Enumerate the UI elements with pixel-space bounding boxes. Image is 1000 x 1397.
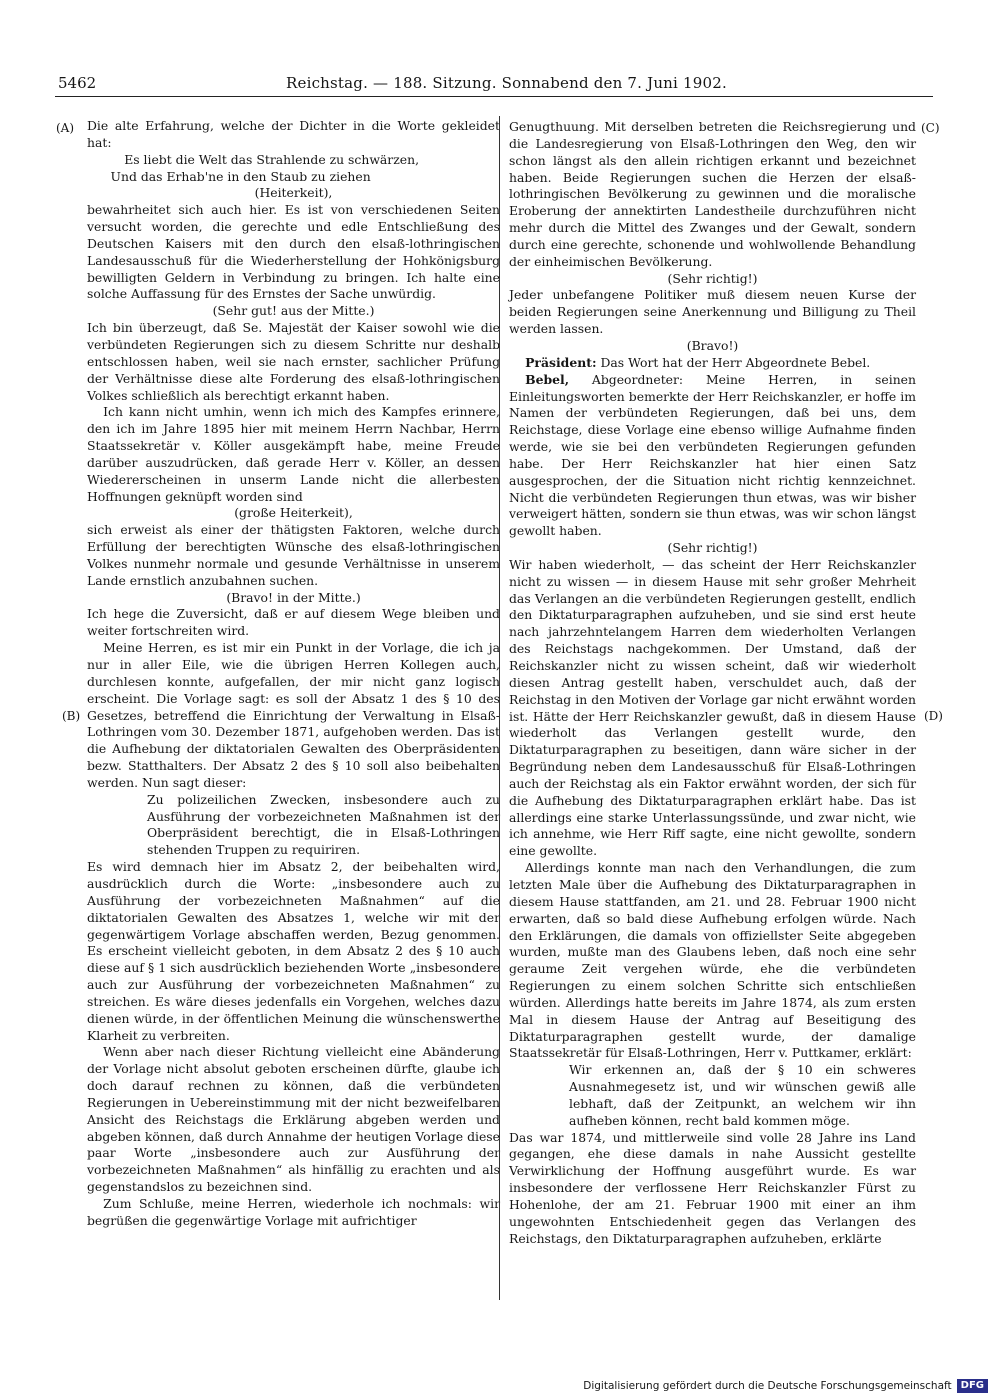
speaker-name: Bebel, — [525, 371, 570, 387]
interjection: (Bravo! in der Mitte.) — [226, 589, 361, 605]
paragraph: Wenn aber nach dieser Richtung vielleicht eine Abänderung der Vorlage nicht absolut geboten erscheinen dürfte, glaube ich doch darauf rechnen zu können, daß die verbündeten Regierungen in Uebereinstimmung mit der nicht bezweifelbaren Ansicht des Reichstags die Erklärung abgeben werden und abgeben können, daß durch Annahme der heutigen Vorlage diese paar Worte „insbesondere auch zur Ausführung der vorbezeichneten Maßnahmen“ als hinfällig zu erachten und als gegenstandslos zu bezeichnen sind. — [87, 1044, 500, 1195]
interjection: (Heiterkeit), — [254, 185, 333, 201]
paragraph: Es wird demnach hier im Absatz 2, der beibehalten wird, ausdrücklich durch die Worte: „insbesondere auch zu Ausführung der vorbezeichneten Maßnahmen“ auf die diktatorialen Gewalten des Absatzes 1, welche wir mit der gegenwärtigem Vorlage abschaffen werden, Bezug genommen. Es erscheint vielleicht geboten, in dem Absatz 2 des § 10 auch diese auf § 1 sich ausdrücklich beziehenden Worte „insbesondere auch zur Ausführung der vorbezeichneten Maßnahmen“ zu streichen. Es wäre dieses jedenfalls ein Vorgehen, welches dazu dienen würde, in der öffentlichen Meinung die wünschenswerthe Klarheit zu verbreiten. — [87, 859, 500, 1043]
interjection: (Bravo!) — [686, 337, 739, 353]
paragraph: Ich bin überzeugt, daß Se. Majestät der Kaiser sowohl wie die verbündeten Regierungen sich zu diesem Schritte nur deshalb entschlossen haben, weil sie nach ernster, sachlicher Prüfung der Verhältnisse diese alte Forderung des elsaß-lothringischen Volkes schließlich als berechtigt erkannt haben. — [87, 320, 500, 403]
page-header — [58, 72, 930, 94]
interjection: (Sehr richtig!) — [667, 540, 758, 556]
margin-marker-d: (D) — [924, 709, 943, 723]
paragraph: Allerdings konnte man nach den Verhandlungen, die zum letzten Male über die Aufhebung des Diktaturparagraphen in diesem Hause stattfanden, am 21. und 28. Februar 1900 nicht erwarten, daß so bald diese Aufhebung erfolgen würde. Nach den Erklärungen, die damals von offiziellster Seite abgegeben wurden, mußte man des Glaubens leben, daß noch eine sehr geraume Zeit vergehen würde, ehe die verbündeten Regierungen zu einem solchen Schritte sich entschließen würden. Allerdings hatte bereits im Jahre 1874, als zum ersten Mal in diesem Hause der Antrag auf Beseitigung des Diktaturparagraphen gestellt wurde, der damalige Staatssekretär für Elsaß-Lothringen, Herr v. Puttkamer, erklärt: — [509, 860, 916, 1061]
margin-marker-c: (C) — [921, 121, 940, 135]
paragraph: Meine Herren, es ist mir ein Punkt in der Vorlage, die ich ja nur in aller Eile, wie die übrigen Herren Kollegen auch, durchlesen konnte, aufgefallen, der mir nicht ganz logisch erscheint. Die Vorlage sagt: es soll der Absatz 1 des § 10 des Gesetzes, betreffend die Einrichtung der Verwaltung in Elsaß-Lothringen vom 30. Dezember 1871, aufgehoben werden. Das ist die Aufhebung der diktatorialen Gewalten des Oberpräsidenten bezw. Statthalters. Der Absatz 2 des § 10 soll also beibehalten werden. Nun sagt dieser: — [87, 640, 500, 790]
header-rule — [55, 96, 933, 97]
paragraph: Genugthuung. Mit derselben betreten die Reichsregierung und die Landesregierung von Elsaß-Lothringen den Weg, den wir schon längst als den allein richtigen erkannt und bezeichnet haben. Beide Regierungen suchen die Herzen der elsaß-lothringischen Bevölkerung zu gewinnen und die moralische Eroberung der annektirten Landestheile durchzuführen nicht mehr durch die Mittel des Zwanges und der Gewalt, sondern durch eine gerechte, schonende und wohlwollende Behandlung der einheimischen Bevölkerung. — [509, 119, 916, 269]
paragraph: Zum Schluße, meine Herren, wiederhole ich nochmals: wir begrüßen die gegenwärtige Vorlage mit aufrichtiger — [87, 1196, 500, 1228]
column-divider — [499, 116, 500, 1300]
speech-text: Das Wort hat der Herr Abgeordnete Bebel. — [596, 354, 871, 370]
speaker-name: Präsident: — [525, 354, 597, 370]
speaker-paragraph — [509, 372, 916, 540]
paragraph: Das war 1874, und mittlerweile sind volle 28 Jahre ins Land gegangen, ehe diese damals in nahe Aussicht gestellte Verwirklichung der Hoffnung ausgeführt wurde. Es war insbesondere der verflossene Herr Reichskanzler Fürst zu Hohenlohe, der am 21. Februar 1900 mit einer an ihm ungewohnten Entschiedenheit gegen das Verlangen des Reichstags, den Diktaturparagraphen aufzuheben, erklärte — [509, 1129, 916, 1246]
margin-marker-a: (A) — [56, 121, 75, 135]
margin-marker-b: (B) — [62, 709, 81, 723]
verse-line: Und das Erhab'ne in den Staub zu ziehen — [110, 168, 371, 184]
paragraph: Jeder unbefangene Politiker muß diesem neuen Kurse der beiden Regierungen seine Anerkennung und Billigung zu Theil werden lassen. — [509, 287, 916, 337]
running-title: Reichstag. — 188. Sitzung. Sonnabend den 7. Juni 1902. — [286, 74, 727, 92]
paragraph: Ich hege die Zuversicht, daß er auf diesem Wege bleiben und weiter fortschreiten wird. — [87, 606, 500, 639]
block-quote: Wir erkennen an, daß der § 10 ein schweres Ausnahmegesetz ist, und wir wünschen gewiß alle lebhaft, daß der Zeitpunkt, an welchem wir ihn aufheben können, recht bald kommen möge. — [569, 1062, 916, 1128]
verse-line: Es liebt die Welt das Strahlende zu schwärzen, — [124, 151, 420, 167]
dfg-logo: DFG — [957, 1379, 988, 1393]
paragraph: sich erweist als einer der thätigsten Faktoren, welche durch Erfüllung der berechtigten Wünsche des elsaß-lothringischen Volkes nunmehr normale und gesunde Verhältnisse in unserem Lande ernstlich anzubahnen suchen. — [87, 522, 500, 588]
funding-note: Digitalisierung gefördert durch die Deutsche Forschungsgemeinschaft — [583, 1380, 952, 1392]
paragraph: Wir haben wiederholt, — das scheint der Herr Reichskanzler nicht zu wissen — in diesem Hause mit sehr großer Mehrheit das Verlangen an die verbündeten Regierungen gestellt, endlich den Diktaturparagraphen aufzuheben, und sie sind erst heute nach jahrzehntelangem Harren dem wiederholten Verlangen des Reichstags nachgekommen. Der Umstand, daß der Reichskanzler nicht zu wissen scheint, daß wir wiederholt diesen Antrag gestellt haben, verschuldet auch, daß der Reichstag in den Motiven der Vorlage gar nicht erwähnt worden ist. Hätte der Herr Reichskanzler gewußt, daß in diesem Hause wiederholt das Verlangen gestellt wurde, den Diktaturparagraphen zu beseitigen, dann wäre sicher in der Begründung neben dem Landesausschuß für Elsaß-Lothringen auch der Reichstag als ein Faktor erwähnt worden, der sich für die Aufhebung des Diktaturparagraphen erklärt habe. Das ist allerdings eine starke Unterlassungssünde, und zwar nicht, wie ich annehme, wie Herr Riff sagte, eine nicht gewollte, sondern eine gewollte. — [509, 556, 916, 859]
right-column — [509, 119, 916, 1248]
footer — [583, 1378, 988, 1394]
page-number: 5462 — [58, 74, 97, 92]
paragraph: Die alte Erfahrung, welche der Dichter in die Worte gekleidet hat: — [87, 118, 500, 150]
speaker-paragraph — [509, 355, 916, 372]
paragraph: bewahrheitet sich auch hier. Es ist von verschiedenen Seiten versucht worden, die gerechte und edle Entschließung des Deutschen Kaisers mit den durch den elsaß-lothringischen Landesausschuß für die Wiederherstellung der Hohkönigsburg bewilligten Geldern in Verbindung zu bringen. Ich halte eine solche Auffassung für des Ernstes der Sache unwürdig. — [87, 202, 500, 302]
interjection: (Sehr gut! aus der Mitte.) — [212, 303, 375, 319]
interjection: (Sehr richtig!) — [667, 270, 758, 286]
block-quote: Zu polizeilichen Zwecken, insbesondere auch zu Ausführung der vorbezeichneten Maßnahmen ist der Oberpräsident berechtigt, die in Elsaß-Lothringen stehenden Truppen zu requiriren. — [147, 791, 500, 858]
interjection: (große Heiterkeit), — [234, 505, 353, 521]
paragraph: Ich kann nicht umhin, wenn ich mich des Kampfes erinnere, den ich im Jahre 1895 hier mit meinem Herrn Nachbar, Herrn Staatssekretär v. Köller ausgekämpft habe, meine Freude darüber auszudrücken, daß gerade Herr v. Köller, an dessen Wiedererscheinen in unserm Lande nicht die allerbesten Hoffnungen geknüpft worden sind — [87, 404, 500, 504]
left-column — [87, 118, 500, 1230]
speech-text: Abgeordneter: Meine Herren, in seinen Einleitungsworten bemerkte der Herr Reichskanzler, er hoffe im Namen der verbündeten Regierungen, daß bei uns, dem Reichstage, diese Vorlage eine ebenso willige Aufnahme finden werde, wie sie bei den verbündeten Regierungen gefunden habe. Der Herr Reichskanzler hat hier einen Satz ausgesprochen, der die Situation nicht richtig kennzeichnet. Nicht die verbündeten Regierungen thun etwas, was wir bisher verweigert hätten, sondern sie thun etwas, was wir schon längst gewollt haben. — [509, 371, 916, 539]
